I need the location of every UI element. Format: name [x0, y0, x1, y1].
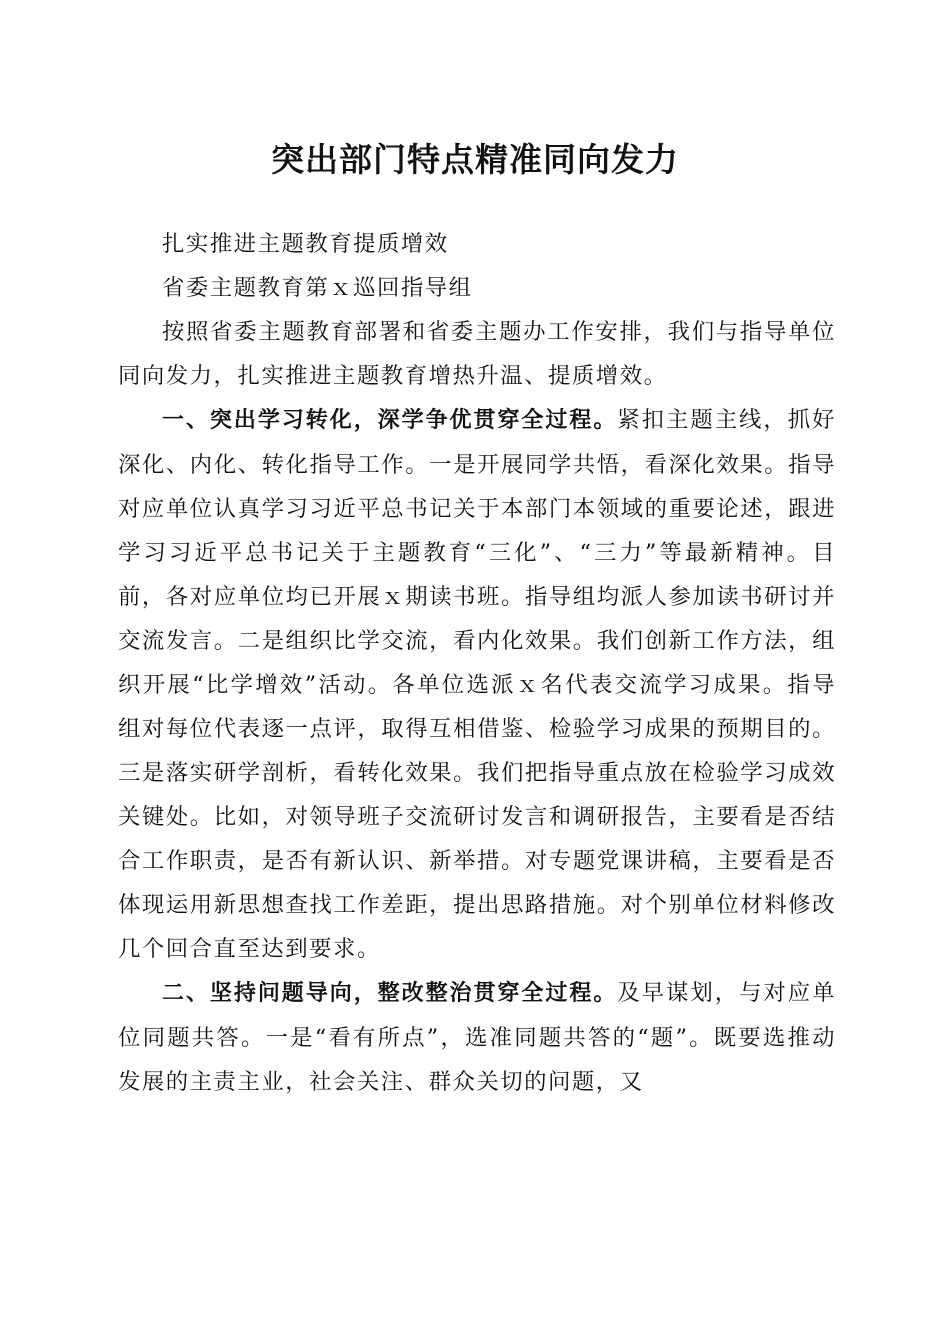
- intro-paragraph: 按照省委主题教育部署和省委主题办工作安排，我们与指导单位同向发力，扎实推进主题教育增热升温、提质增效。: [118, 319, 836, 389]
- document-body: [118, 222, 836, 1104]
- section-1-body: 紧扣主题主线，抓好深化、内化、转化指导工作。一是开展同学共悟，看深化效果。指导对应单位认真学习习近平总书记关于本部门本领域的重要论述，跟进学习习近平总书记关于主题教育“三化”、“三力”等最新精神。目前，各对应单位均已开展ｘ期读书班。指导组均派人参加读书研讨并交流发言。二是组织比学交流，看内化效果。我们创新工作方法，组织开展“比学增效”活动。各单位选派ｘ名代表交流学习成果。指导组对每位代表逐一点评，取得互相借鉴、检验学习成果的预期目的。三是落实研学剖析，看转化效果。我们把指导重点放在检验学习成效关键处。比如，对领导班子交流研讨发言和调研报告，主要看是否结合工作职责，是否有新认识、新举措。对专题党课讲稿，主要看是否体现运用新思想查找工作差距，提出思路措施。对个别单位材料修改几个回合直至达到要求。: [118, 407, 836, 962]
- document-subtitle: 扎实推进主题教育提质增效: [162, 231, 449, 257]
- section-2-paragraph: [118, 971, 836, 1104]
- section-1-heading: 一、突出学习转化，深学争优贯穿全过程。: [162, 408, 618, 433]
- document-title: 突出部门特点精准同向发力: [271, 140, 679, 179]
- section-1-paragraph: [118, 398, 836, 971]
- section-2-body: 及早谋划，与对应单位同题共答。一是“看有所点”，选准同题共答的“题”。既要选推动发展的主责主业，社会关注、群众关切的问题，又: [118, 980, 836, 1095]
- section-2-heading: 二、坚持问题导向，整改整治贯穿全过程。: [162, 981, 618, 1006]
- document-author: 省委主题教育第ｘ巡回指导组: [162, 275, 473, 301]
